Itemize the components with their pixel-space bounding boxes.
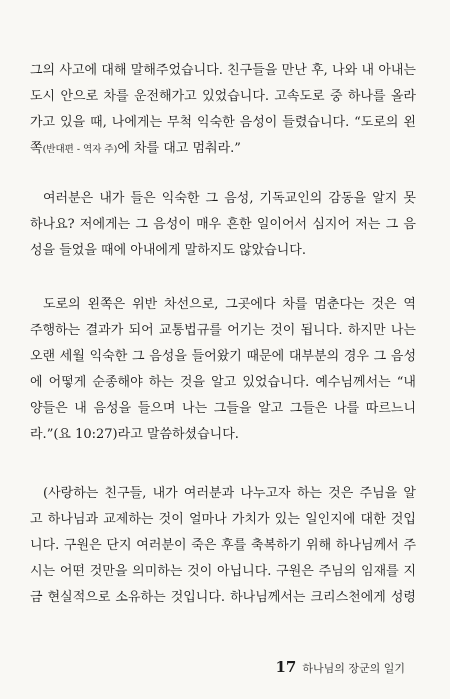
text-line: 여러분은 내가 들은 익숙한 그 음성, 기독교인의 감동을 알지 못 — [43, 191, 416, 206]
translator-note: (반대편 - 역자 주) — [42, 144, 118, 155]
text-line: 도시 안으로 차를 운전해가고 있었습니다. 고속도로 중 하나를 올라 — [30, 89, 416, 104]
text-line: 하나요? 저에게는 그 음성이 매우 흔한 일이어서 심지어 저는 그 음 — [30, 217, 416, 232]
text-line: 성을 들었을 때에 아내에게 말하지도 않았습니다. — [30, 243, 306, 258]
paragraph-2 — [30, 186, 416, 264]
text-line: 오랜 세월 익숙한 그 음성을 들어왔기 때문에 대부분의 경우 그 음성 — [30, 349, 416, 364]
paragraph-1 — [30, 58, 416, 162]
text-line: (사랑하는 친구들, 내가 여러분과 나누고자 하는 것은 주님을 알 — [43, 486, 416, 501]
text-line: 도로의 왼쪽은 위반 차선으로, 그곳에다 차를 멈춘다는 것은 역 — [43, 297, 416, 312]
text-line: 시는 어떤 것만을 의미하는 것이 아닙니다. 구원은 주님의 임재를 지 — [30, 564, 416, 579]
text-line: 고 하나님과 교제하는 것이 얼마나 가치가 있는 일인지에 대한 것입 — [30, 512, 416, 527]
text-line: 니다. 구원은 단지 여러분이 죽은 후를 축복하기 위해 하나님께서 주 — [30, 538, 416, 553]
text-line: 라.”(요 10:27)라고 말씀하셨습니다. — [30, 427, 239, 442]
paragraph-3 — [30, 292, 416, 448]
text-line: 양들은 내 음성을 들으며 나는 그들을 알고 그들은 나를 따르느니 — [30, 401, 416, 416]
text-line: 주행하는 결과가 되어 교통법규를 어기는 것이 됩니다. 하지만 나는 — [30, 323, 416, 338]
text-line: 그의 사고에 대해 말해주었습니다. 친구들을 만난 후, 나와 내 아내는 — [30, 63, 416, 78]
text-fragment: 쪽 — [30, 141, 43, 156]
page-footer — [0, 658, 405, 678]
text-line: 금 현실적으로 소유하는 것입니다. 하나님께서는 크리스천에게 성령 — [30, 590, 416, 605]
text-line: 가고 있을 때, 나에게는 무척 익숙한 음성이 들렸습니다. “도로의 왼 — [30, 115, 416, 130]
running-title: 하나님의 장군의 일기 — [302, 662, 405, 675]
paragraph-4 — [30, 481, 416, 611]
page-number: 17 — [275, 658, 297, 676]
text-fragment: 에 차를 대고 멈춰라.” — [117, 141, 241, 156]
text-line: 에 어떻게 순종해야 하는 것을 알고 있었습니다. 예수님께서는 “내 — [30, 375, 416, 390]
text-line — [30, 136, 416, 162]
